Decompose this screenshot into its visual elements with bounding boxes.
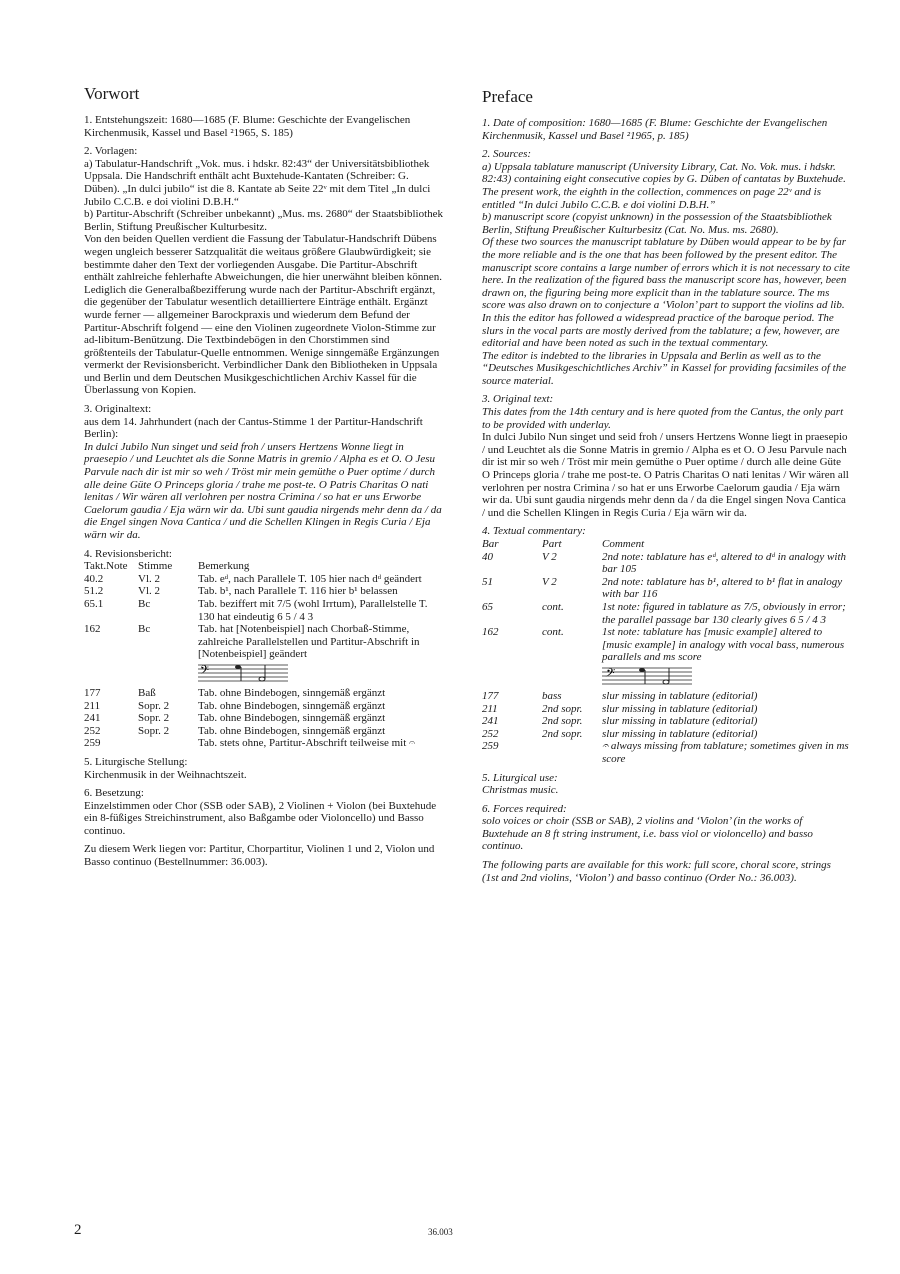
table-row xyxy=(482,728,850,741)
cell: 51.2 xyxy=(84,585,104,598)
cell: slur missing in tablature (editorial) xyxy=(602,689,758,702)
cell: Sopr. 2 xyxy=(138,724,170,737)
cell xyxy=(138,737,198,750)
cell: 162 xyxy=(482,626,499,639)
cell: 2nd sopr. xyxy=(542,702,583,715)
table-row xyxy=(84,573,444,586)
forces: Einzelstimmen oder Chor (SSB oder SAB), 2 Violinen + Violon (bei Buxtehude ein 8-füßiges Streichinstrument, also Baßgambe oder Violoncello) und Basso continuo. xyxy=(84,799,437,837)
cell: slur missing in tablature (editorial) xyxy=(602,727,758,740)
cell: Tab. ohne Bindebogen, sinngemäß ergänzt xyxy=(198,699,386,712)
composition-date: 1. Date of composition: 1680—1685 (F. Blume: Geschichte der Evangelischen Kirchenmusik, Kassel und Basel ²1965, p. 185) xyxy=(482,117,828,142)
cell: Tab. eᵈ, nach Parallele T. 105 hier nach dᵈ geändert xyxy=(198,572,422,585)
table-header-row xyxy=(482,538,850,551)
section-heading: 3. Originaltext: xyxy=(84,403,152,416)
cell: 2nd note: tablature has b¹, altered to b¹ flat in analogy with bar 116 xyxy=(602,575,843,601)
section-5 xyxy=(482,772,850,797)
cell: 51 xyxy=(482,575,493,588)
original-text: In dulci Jubilo Nun singet und seid froh / unsers Hertzens Wonne liegt in praesepio / und Leuchtet als die Sonne Matris in gremio / Alpha es et O. O Jesu Parvule nach dir ist mir so weh / Tröst mir mein gemüthe o Puer optime / durch alle deine Güte O Princeps gloria / trahe me post-te. O Patris Charitas O nati lenitas / Wir wären all verlohren per nostra Crimina / so hat er uns Erworbe Caelorum gaudia / Eja wärn wir da. Ubi sunt gaudia nirgends mehr denn da / da die Engel singen Nova Cantica / und die Schellen Klingen in Regis Curia / Eja wärn wir da. xyxy=(482,431,849,519)
section-heading: 4. Textual commentary: xyxy=(482,525,586,538)
cell: slur missing in tablature (editorial) xyxy=(602,715,758,728)
cell xyxy=(602,626,850,690)
cell: 252 xyxy=(482,727,499,740)
cell: 65 xyxy=(482,600,493,613)
svg-text:𝄢: 𝄢 xyxy=(200,663,210,680)
table-header-row xyxy=(84,560,444,573)
cell: V 2 xyxy=(542,575,557,588)
music-example-icon xyxy=(198,661,288,687)
column-header: Bemerkung xyxy=(198,560,250,573)
section-heading: 6. Forces required: xyxy=(482,802,567,815)
liturgical-use: Christmas music. xyxy=(482,784,559,797)
composition-date: 1. Entstehungszeit: 1680—1685 (F. Blume: Geschichte der Evangelischen Kirchenmusik, Kassel und Basel ²1965, S. 185) xyxy=(84,114,411,139)
page-number: 2 xyxy=(74,1222,82,1238)
cell: Tab. beziffert mit 7/5 (wohl Irrtum), Parallelstelle T. 130 hat eindeutig 6 5 / 4 3 xyxy=(198,597,428,623)
cell: 211 xyxy=(84,699,101,712)
section-heading: 4. Revisionsbericht: xyxy=(84,547,172,560)
source-discussion: Of these two sources the manuscript tablature by Düben would appear to be by far the more reliable and is the one that has been followed by the present editor. The manuscript score contains a large number of errors which it is not necessary to cite here. In the realization of the figured bass the manuscript score has, however, been drawn on, the figuring being more explicit than in the tablature source. The ms score was also drawn on to conjecture a ‘Violon’ part to support the violins ad lib. In this the editor has followed a widespread practice of the baroque period. The slurs in the vocal parts are mostly derived from the tablature; a few, however, are editorial and have been noted as such in the textual commentary. xyxy=(482,236,850,350)
cell xyxy=(198,623,444,687)
cell: 162 xyxy=(84,623,101,636)
section-5 xyxy=(84,756,444,781)
cell: 241 xyxy=(482,715,499,728)
cell: Baß xyxy=(138,686,156,699)
cell: 40.2 xyxy=(84,572,104,585)
cell: bass xyxy=(542,689,562,702)
cell: Bc xyxy=(138,597,151,610)
commentary-table xyxy=(482,538,850,766)
source-a: a) Tabulatur-Handschrift „Vok. mus. i hdskr. 82:43“ der Universitätsbibliothek Uppsala. Die Handschrift enthält acht Buxtehude-Kantaten (Schreiber: G. Düben). „In dulci jubilo“ ist die 8. Kantate ab Seite 22ᵛ mit dem Titel „In dulci Jubilo C.C.B. e doi violini D.B.H.“ xyxy=(84,157,431,208)
column-header: Bar xyxy=(482,538,499,550)
table-row xyxy=(482,690,850,703)
cell: Sopr. 2 xyxy=(138,712,170,725)
column-header: Stimme xyxy=(138,560,173,573)
table-row xyxy=(84,737,444,750)
source-b: b) Partitur-Abschrift (Schreiber unbekannt) „Mus. ms. 2680“ der Staatsbibliothek Berlin, Stiftung Preußischer Kulturbesitz. xyxy=(84,208,444,233)
available-parts: The following parts are available for this work: full score, choral score, strings (1st and 2nd violins, ‘Violon’) and basso continuo (Order No.: 36.003). xyxy=(482,859,831,884)
text-intro: This dates from the 14th century and is here quoted from the Cantus, the only part to be provided with underlay. xyxy=(482,406,844,431)
cell-text: 1st note: tablature has [music example] altered to [music example] in analogy with vocal bass, numerous parallels and ms score xyxy=(602,626,845,664)
cell: 211 xyxy=(482,702,498,715)
section-3 xyxy=(84,403,444,542)
cell: 40 xyxy=(482,550,493,563)
svg-text:𝄢: 𝄢 xyxy=(604,666,614,683)
section-6 xyxy=(482,803,850,885)
cell: V 2 xyxy=(542,550,557,563)
section-heading: 5. Liturgical use: xyxy=(482,771,558,784)
section-2 xyxy=(84,145,444,397)
table-row xyxy=(84,712,444,725)
section-heading: 2. Vorlagen: xyxy=(84,145,138,158)
section-1 xyxy=(84,114,444,139)
section-heading: 3. Original text: xyxy=(482,393,554,406)
forces: solo voices or choir (SSB or SAB), 2 violins and ‘Violon’ (in the works of Buxtehude an 8 ft string instrument, i.e. bass viol or violoncello) and basso continuo. xyxy=(482,815,813,853)
music-example-icon xyxy=(602,664,692,690)
table-row xyxy=(482,703,850,716)
cell: 1st note: figured in tablature as 7/5, obviously in error; the parallel passage bar 130 clearly gives 6 5 / 4 3 xyxy=(602,600,846,626)
table-row xyxy=(84,598,444,623)
cell: 241 xyxy=(84,712,101,725)
column-header: Comment xyxy=(602,538,645,550)
section-heading: 6. Besetzung: xyxy=(84,787,144,800)
cell: 177 xyxy=(482,689,499,702)
vorwort-title: Vorwort xyxy=(84,84,140,103)
acknowledgement: The editor is indebted to the libraries in Uppsala and Berlin as well as to the “Deutsches Musikgeschichtliches Archiv” in Kassel for providing facsimiles of the source material. xyxy=(482,349,847,387)
catalog-number: 36.003 xyxy=(428,1227,453,1237)
cell: 2nd sopr. xyxy=(542,715,583,728)
cell: Vl. 2 xyxy=(138,585,160,598)
cell: cont. xyxy=(542,626,564,639)
original-text: In dulci Jubilo Nun singet und seid froh / unsers Hertzens Wonne liegt in praesepio / und Leuchtet als die Sonne Matris in gremio / Alpha es et O. O Jesu Parvule nach dir ist mir so weh / Tröst mir mein gemüthe o Puer optime / durch alle deine Güte O Princeps gloria / trahe me post-te. O Patris Charitas O nati lenitas / Wir wären all verlohren per nostra Crimina / so hat er uns Erworbe Caelorum gaudia / Eja wärn wir da. Ubi sunt gaudia nirgends mehr denn da / da die Engel singen Nova Cantica / und die Schellen Klingen in Regis Curia / Eja wärn wir da. xyxy=(84,440,442,541)
column-header: Takt.Note xyxy=(84,560,128,573)
preface-title: Preface xyxy=(482,87,533,106)
cell: slur missing in tablature (editorial) xyxy=(602,702,758,715)
cell: Vl. 2 xyxy=(138,572,160,585)
cell: 𝄐 always missing from tablature; sometimes given in ms score xyxy=(602,740,849,765)
section-4 xyxy=(482,525,850,765)
section-heading: 5. Liturgische Stellung: xyxy=(84,755,188,768)
section-2 xyxy=(482,148,850,387)
available-parts: Zu diesem Werk liegen vor: Partitur, Chorpartitur, Violinen 1 und 2, Violon und Basso continuo (Bestellnummer: 36.003). xyxy=(84,843,435,869)
cell: 2nd note: tablature has eᵈ, altered to dᵈ in analogy with bar 105 xyxy=(602,550,847,576)
cell: Tab. b¹, nach Parallele T. 116 hier b¹ belassen xyxy=(198,585,398,598)
cell: 252 xyxy=(84,724,101,737)
source-b: b) manuscript score (copyist unknown) in the possession of the Staatsbibliothek Berlin, Stiftung Preußischer Kulturbesitz (Cat. No. Mus. ms. 2680). xyxy=(482,211,832,236)
table-row xyxy=(84,700,444,713)
section-6 xyxy=(84,787,444,869)
cell: 259 xyxy=(84,737,101,750)
cell: Sopr. 2 xyxy=(138,699,170,712)
liturgical-use: Kirchenmusik in der Weihnachtszeit. xyxy=(84,768,247,781)
table-row xyxy=(482,626,850,690)
revision-table xyxy=(84,560,444,750)
cell: Bc xyxy=(138,623,151,636)
preface-column xyxy=(482,84,850,890)
cell: Tab. ohne Bindebogen, sinngemäß ergänzt xyxy=(198,712,386,725)
table-row xyxy=(84,623,444,687)
table-row xyxy=(84,687,444,700)
table-row xyxy=(482,740,850,765)
cell: cont. xyxy=(542,600,564,613)
cell xyxy=(542,740,602,765)
section-4 xyxy=(84,548,444,750)
cell: Tab. stets ohne, Partitur-Abschrift teilweise mit 𝄐 xyxy=(198,737,416,750)
table-row xyxy=(84,585,444,598)
source-discussion: Von den beiden Quellen verdient die Fassung der Tabulatur-Handschrift Dübens wegen ungleich besserer Satzqualität die weitaus größere Glaubwürdigkeit; sie bestimmte daher den Text der vorliegenden Ausgabe. Die Partitur-Abschrift enthält zahlreiche fehlerhafte Abweichungen, die hier unerwähnt bleiben können. Lediglich die Generalbaßbezifferung wurde nach der Partitur-Abschrift ergänzt, die gegenüber der Tabulatur wesentlich detailliertere Einträge enthält. Ergänzt wurde ferner — allgemeiner Barockpraxis und wiederum dem Befund der Partitur-Abschrift folgend — eine den Violinen zugeordnete Violon-Stimme zur ad-libitum-Benützung. Die Textbindebögen in den Chorstimmen sind größtenteils der Tabulatur-Quelle entnommen. Wenige sinngemäße Ergänzungen vermerkt der Revisionsbericht. Verbindlicher Dank den Bibliotheken in Uppsala und Berlin und dem Deutschen Musikgeschichtlichen Archiv Kassel für die Überlassung von Kopien. xyxy=(84,233,442,397)
table-row xyxy=(482,576,850,601)
column-header: Part xyxy=(542,538,562,550)
text-intro: aus dem 14. Jahrhundert (nach der Cantus-Stimme 1 der Partitur-Handschrift Berlin): xyxy=(84,415,423,441)
table-row xyxy=(482,715,850,728)
cell: 177 xyxy=(84,686,101,699)
table-row xyxy=(84,725,444,738)
table-row xyxy=(482,601,850,626)
source-a: a) Uppsala tablature manuscript (University Library, Cat. No. Vok. mus. i hdskr. 82:43) containing eight consecutive copies by G. Düben of cantatas by Buxtehude. The present work, the eighth in the collection, commences on page 22ᵛ and is entitled “In dulci Jubilo C.C.B. e doi violini D.B.H.” xyxy=(482,160,846,211)
cell: 65.1 xyxy=(84,597,104,610)
section-3 xyxy=(482,393,850,519)
vorwort-column xyxy=(84,84,444,875)
cell: Tab. ohne Bindebogen, sinngemäß ergänzt xyxy=(198,724,386,737)
section-1 xyxy=(482,117,850,142)
cell: 2nd sopr. xyxy=(542,727,583,740)
cell: Tab. ohne Bindebogen, sinngemäß ergänzt xyxy=(198,686,386,699)
cell-text: Tab. hat [Notenbeispiel] nach Chorbaß-Stimme, zahlreiche Parallelstellen und Partitur-Abschrift in [Notenbeispiel] geändert xyxy=(198,623,420,661)
table-row xyxy=(482,551,850,576)
cell: 259 xyxy=(482,740,499,753)
section-heading: 2. Sources: xyxy=(482,148,532,161)
